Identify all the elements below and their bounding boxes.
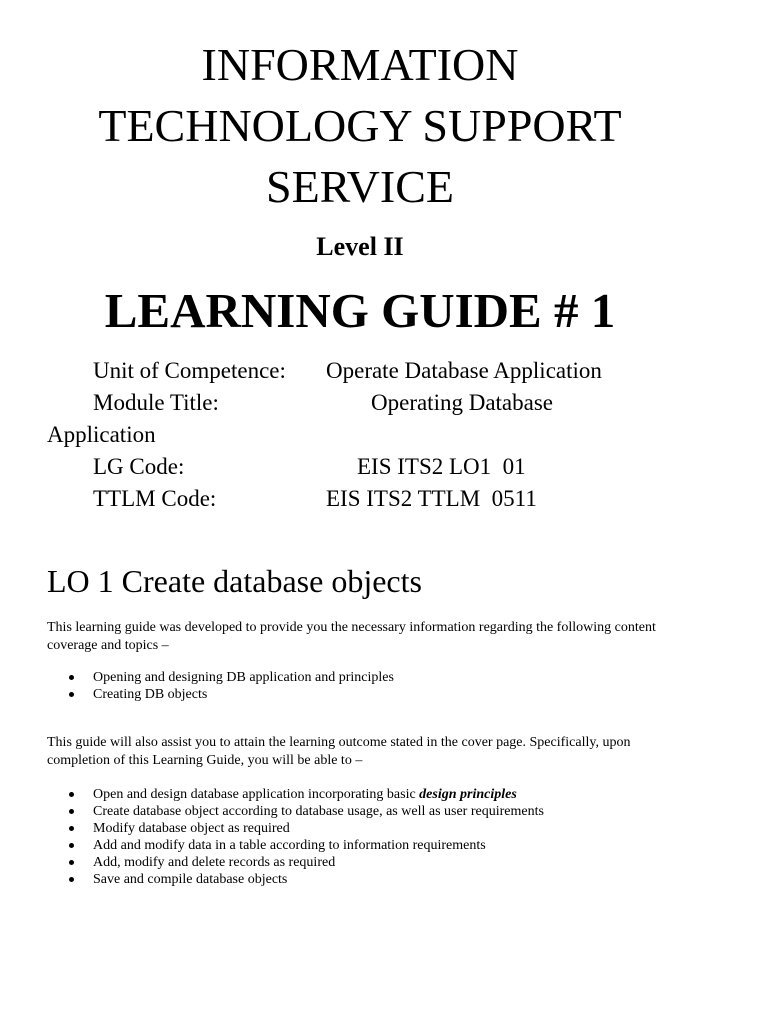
bullet-icon [69,809,74,814]
list-item-text: Save and compile database objects [93,872,288,887]
module-row [0,387,720,419]
guide-info-block [0,355,720,515]
lg-code-value: EIS ITS2 LO1 01 [357,454,526,479]
list-item-text: Add, modify and delete records as required [93,855,336,870]
ttlm-code-label: TTLM Code: [93,486,217,511]
outcomes-list [47,786,544,888]
list-item-text: Open and design database application incorporating basic [93,787,420,802]
list-item-text: Add and modify data in a table according to information requirements [93,838,486,853]
list-item-text: Opening and designing DB application and principles [93,670,394,685]
topics-list [47,669,394,703]
learning-guide-title: LEARNING GUIDE # 1 [104,283,616,338]
document-title [0,34,720,217]
list-item [47,871,544,888]
list-item [47,803,544,820]
title-line: TECHNOLOGY SUPPORT [98,100,622,151]
list-item [47,786,544,803]
emphasis-text: design principles [419,787,517,802]
unit-row [0,355,720,387]
list-item [47,820,544,837]
list-item [47,669,394,686]
ttlm-code-value: EIS ITS2 TTLM 0511 [326,486,537,511]
list-item-text: Create database object according to database usage, as well as user requirements [93,804,544,819]
module-value-wrap: Application [47,422,156,447]
list-item-text: Modify database object as required [93,821,290,836]
list-item [47,686,394,703]
list-item-text: Creating DB objects [93,687,208,702]
list-item [47,854,544,871]
outcome-paragraph: This guide will also assist you to attain the learning outcome stated in the cover page. Specifically, upon completion of this Learning Guide, you will be able to – [47,735,631,768]
lg-code-label: LG Code: [93,454,185,479]
bullet-icon [69,792,74,797]
module-row-wrap [0,419,720,451]
title-line: SERVICE [266,161,454,212]
level-label: Level II [316,232,404,261]
unit-value: Operate Database Application [326,358,602,383]
module-label: Module Title: [93,390,219,415]
ttlm-code-row [0,483,720,515]
bullet-icon [69,877,74,882]
bullet-icon [69,826,74,831]
lg-code-row [0,451,720,483]
list-item [47,837,544,854]
module-value: Operating Database [371,390,554,415]
unit-label: Unit of Competence: [93,358,286,383]
bullet-icon [69,843,74,848]
intro-paragraph: This learning guide was developed to provide you the necessary information regarding the following content coverage and topics – [47,620,656,653]
bullet-icon [69,675,74,680]
bullet-icon [69,860,74,865]
lo-heading: LO 1 Create database objects [47,563,422,599]
bullet-icon [69,692,74,697]
title-line: INFORMATION [201,39,519,90]
